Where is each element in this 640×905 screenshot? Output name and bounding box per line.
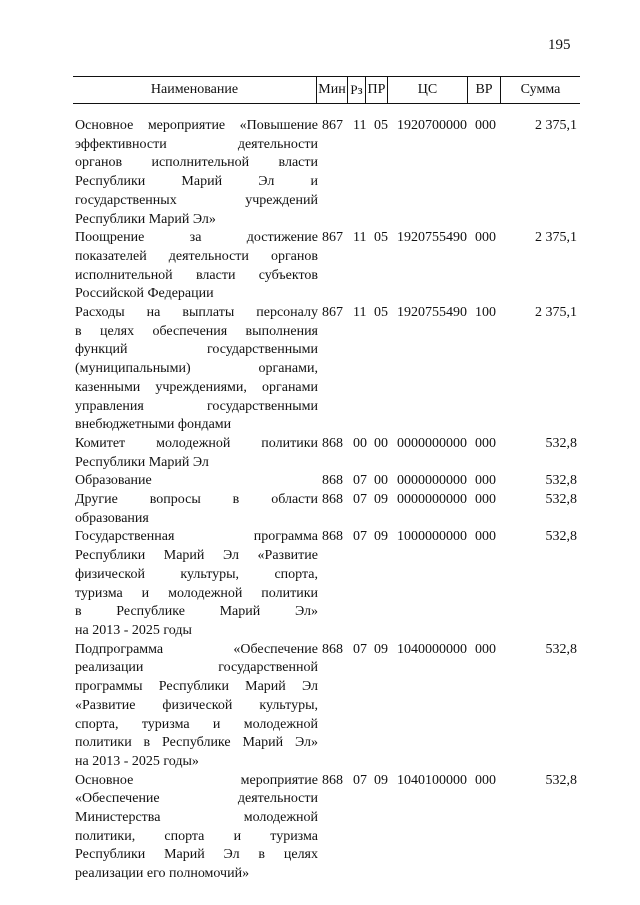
row-min: 868 bbox=[322, 473, 343, 489]
row-pr: 05 bbox=[374, 305, 388, 321]
row-name bbox=[75, 304, 318, 435]
table-row bbox=[75, 229, 580, 304]
row-name-line: политики в Республике Марий Эл» bbox=[75, 735, 318, 751]
row-pr: 00 bbox=[374, 473, 388, 489]
row-name-line: Поощрение за достижение bbox=[75, 230, 318, 246]
header-pr: ПР bbox=[367, 82, 386, 97]
row-name-line: Основное мероприятие bbox=[75, 772, 318, 788]
page-number: 195 bbox=[548, 37, 571, 53]
row-name-line: реализации его полномочий» bbox=[75, 866, 250, 882]
row-name-line: Республики Марий Эл в целях bbox=[75, 847, 318, 863]
row-name-line: физической культуры, спорта, bbox=[75, 566, 318, 582]
row-name-line: Республики Марий Эл и bbox=[75, 174, 318, 190]
table-row bbox=[75, 117, 580, 229]
row-name-line: Российской Федерации bbox=[75, 286, 214, 302]
row-name-line: Министерства молодежной bbox=[75, 810, 318, 826]
row-name-line: Другие вопросы в области bbox=[75, 492, 318, 508]
row-sum: 532,8 bbox=[545, 641, 577, 657]
row-sum: 532,8 bbox=[545, 473, 577, 489]
header-bottom-rule bbox=[73, 103, 580, 104]
row-sum: 2 375,1 bbox=[535, 118, 577, 133]
row-name-line: Подпрограмма «Обеспечение bbox=[75, 641, 318, 657]
row-sum: 532,8 bbox=[545, 772, 577, 788]
table-row bbox=[75, 641, 580, 772]
row-name bbox=[75, 772, 318, 884]
row-vr: 000 bbox=[475, 641, 496, 657]
row-cs: 1040100000 bbox=[397, 772, 467, 788]
row-name bbox=[75, 472, 318, 491]
row-vr: 000 bbox=[475, 230, 496, 246]
row-name bbox=[75, 641, 318, 772]
row-min: 868 bbox=[322, 492, 343, 508]
row-cs: 0000000000 bbox=[397, 435, 467, 451]
row-name-line: Основное мероприятие «Повышение bbox=[75, 118, 318, 133]
row-vr: 000 bbox=[475, 529, 496, 545]
row-name-line: исполнительной власти субъектов bbox=[75, 267, 318, 283]
table-row bbox=[75, 491, 580, 528]
row-name-line: на 2013 - 2025 годы» bbox=[75, 753, 199, 769]
row-sum: 532,8 bbox=[545, 529, 577, 545]
row-name bbox=[75, 491, 318, 528]
row-rz: 11 bbox=[353, 305, 367, 321]
row-sum: 2 375,1 bbox=[535, 230, 577, 246]
row-vr: 000 bbox=[475, 772, 496, 788]
row-name bbox=[75, 117, 318, 229]
row-name-line: государственных учреждений bbox=[75, 192, 318, 208]
row-name-line: внебюджетными фондами bbox=[75, 417, 232, 433]
row-min: 868 bbox=[322, 772, 343, 788]
row-vr: 000 bbox=[475, 492, 496, 508]
row-pr: 09 bbox=[374, 772, 388, 788]
row-rz: 07 bbox=[353, 641, 367, 657]
row-name bbox=[75, 229, 318, 304]
row-name-line: Республики Марий Эл» bbox=[75, 211, 216, 227]
header-vr: ВР bbox=[475, 82, 493, 97]
row-cs: 1000000000 bbox=[397, 529, 467, 545]
row-cs: 1920755490 bbox=[397, 305, 467, 321]
row-name-line: Республики Марий Эл bbox=[75, 454, 209, 470]
row-pr: 00 bbox=[374, 435, 388, 451]
row-name-line: «Развитие физической культуры, bbox=[75, 697, 318, 713]
row-min: 868 bbox=[322, 435, 343, 451]
row-name-line: на 2013 - 2025 годы bbox=[75, 622, 192, 638]
row-pr: 09 bbox=[374, 492, 388, 508]
row-min: 867 bbox=[322, 305, 343, 321]
row-name-line: управления государственными bbox=[75, 398, 318, 414]
row-name bbox=[75, 528, 318, 640]
row-name-line: органов исполнительной власти bbox=[75, 155, 318, 171]
row-vr: 000 bbox=[475, 435, 496, 451]
row-vr: 000 bbox=[475, 473, 496, 489]
row-name-line: Государственная программа bbox=[75, 529, 318, 545]
table-row bbox=[75, 304, 580, 435]
row-name-line: Комитет молодежной политики bbox=[75, 435, 318, 451]
row-rz: 11 bbox=[353, 230, 367, 246]
table-row bbox=[75, 772, 580, 884]
row-min: 868 bbox=[322, 529, 343, 545]
row-pr: 05 bbox=[374, 118, 388, 133]
header-rz: Рз bbox=[350, 82, 363, 97]
header-min: Мин bbox=[318, 82, 346, 97]
row-sum: 2 375,1 bbox=[535, 305, 577, 321]
row-name-line: Образование bbox=[75, 473, 152, 489]
row-name-line: туризма и молодежной политики bbox=[75, 585, 318, 601]
row-name-line: спорта, туризма и молодежной bbox=[75, 716, 318, 732]
row-sum: 532,8 bbox=[545, 435, 577, 451]
row-name-line: Расходы на выплаты персоналу bbox=[75, 305, 318, 321]
row-name-line: политики, спорта и туризма bbox=[75, 828, 318, 844]
row-cs: 1040000000 bbox=[397, 641, 467, 657]
row-min: 868 bbox=[322, 641, 343, 657]
row-min: 867 bbox=[322, 118, 343, 133]
row-rz: 00 bbox=[353, 435, 367, 451]
row-vr: 100 bbox=[475, 305, 496, 321]
row-rz: 07 bbox=[353, 473, 367, 489]
header-cs: ЦС bbox=[417, 82, 438, 97]
row-cs: 1920755490 bbox=[397, 230, 467, 246]
row-vr: 000 bbox=[475, 118, 496, 133]
row-cs: 0000000000 bbox=[397, 473, 467, 489]
row-sum: 532,8 bbox=[545, 492, 577, 508]
row-name-line: показателей деятельности органов bbox=[75, 248, 318, 264]
table-row bbox=[75, 435, 580, 472]
table-row bbox=[75, 472, 580, 491]
row-pr: 09 bbox=[374, 529, 388, 545]
row-name-line: Республики Марий Эл «Развитие bbox=[75, 548, 318, 564]
row-name-line: в целях обеспечения выполнения bbox=[75, 323, 318, 339]
row-name-line: (муниципальными) органами, bbox=[75, 361, 318, 377]
row-pr: 09 bbox=[374, 641, 388, 657]
table-row bbox=[75, 528, 580, 640]
header-top-rule bbox=[73, 76, 580, 77]
row-pr: 05 bbox=[374, 230, 388, 246]
row-rz: 07 bbox=[353, 772, 367, 788]
row-min: 867 bbox=[322, 230, 343, 246]
row-rz: 07 bbox=[353, 492, 367, 508]
row-name-line: функций государственными bbox=[75, 342, 318, 358]
row-rz: 11 bbox=[353, 118, 367, 133]
row-rz: 07 bbox=[353, 529, 367, 545]
budget-table-body bbox=[75, 117, 580, 884]
row-name-line: в Республике Марий Эл» bbox=[75, 604, 318, 620]
header-name: Наименование bbox=[150, 82, 239, 97]
row-name bbox=[75, 435, 318, 472]
row-name-line: образования bbox=[75, 510, 149, 526]
row-name-line: эффективности деятельности bbox=[75, 136, 318, 152]
row-cs: 0000000000 bbox=[397, 492, 467, 508]
row-name-line: казенными учреждениями, органами bbox=[75, 379, 318, 395]
row-name-line: реализации государственной bbox=[75, 660, 318, 676]
row-name-line: «Обеспечение деятельности bbox=[75, 791, 318, 807]
header-sum: Сумма bbox=[520, 82, 561, 97]
row-cs: 1920700000 bbox=[397, 118, 467, 133]
row-name-line: программы Республики Марий Эл bbox=[75, 679, 318, 695]
